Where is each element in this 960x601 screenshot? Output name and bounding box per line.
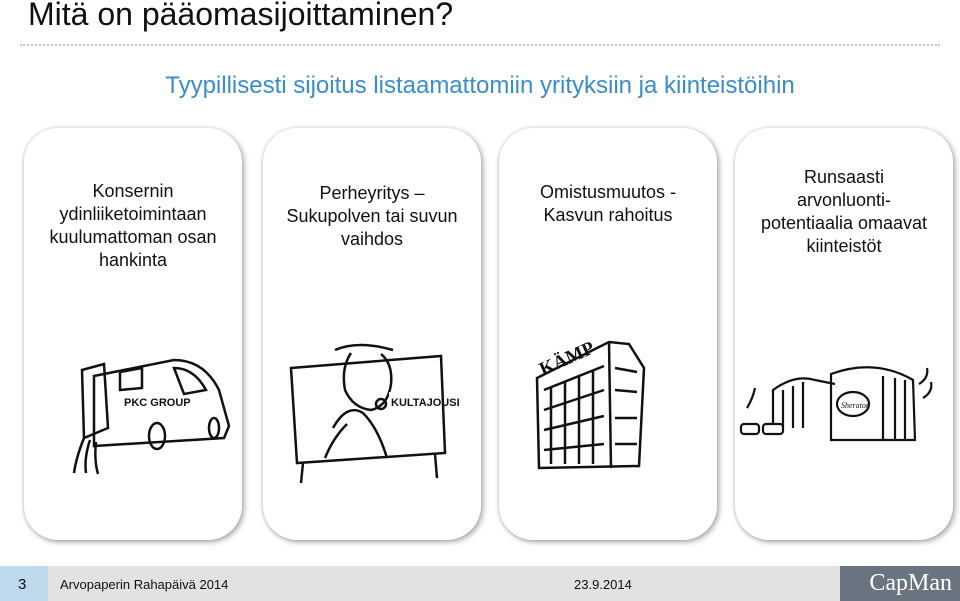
card-line: vaihdos [340,229,404,249]
shopping-center-icon [735,128,953,540]
card-line: ydinliiketoimintaan [59,204,207,224]
shopping-center-sign: Sheraton [841,401,870,410]
van-label: PKC GROUP [124,397,191,409]
billboard-icon [263,128,481,540]
building-icon [499,128,717,540]
card-line: Kasvun rahoitus [543,205,673,225]
footer-date: 23.9.2014 [574,577,632,592]
page-number: 3 [18,576,27,593]
building-sign: KÄMP [536,337,598,381]
billboard-label: KULTAJOUSI [391,397,460,409]
card-line: kiinteistöt [806,236,882,256]
card-line: Omistusmuutos - [539,182,677,202]
card-perheyritys [263,128,481,540]
card-konsernin [24,128,242,540]
card-kiinteistot [735,128,953,540]
card-line: Konsernin [92,181,174,201]
card-line: Runsaasti [803,167,885,187]
van-icon [24,128,242,540]
title-divider [20,44,940,46]
capman-logo: CapMan [869,570,952,596]
card-line: potentiaalia omaavat [760,213,928,233]
card-line: hankinta [98,250,168,270]
card-line: arvonluonti- [796,190,892,210]
card-omistusmuutos [499,128,717,540]
slide-title: Mitä on pääomasijoittaminen? [28,0,454,32]
card-line: kuulumattoman osan [49,227,217,247]
footer-event: Arvopaperin Rahapäivä 2014 [60,577,229,592]
card-line: Sukupolven tai suvun [286,206,458,226]
slide-subtitle: Tyypillisesti sijoitus listaamattomiin yrityksiin ja kiinteistöihin [165,72,795,99]
card-line: Perheyritys – [319,183,425,203]
